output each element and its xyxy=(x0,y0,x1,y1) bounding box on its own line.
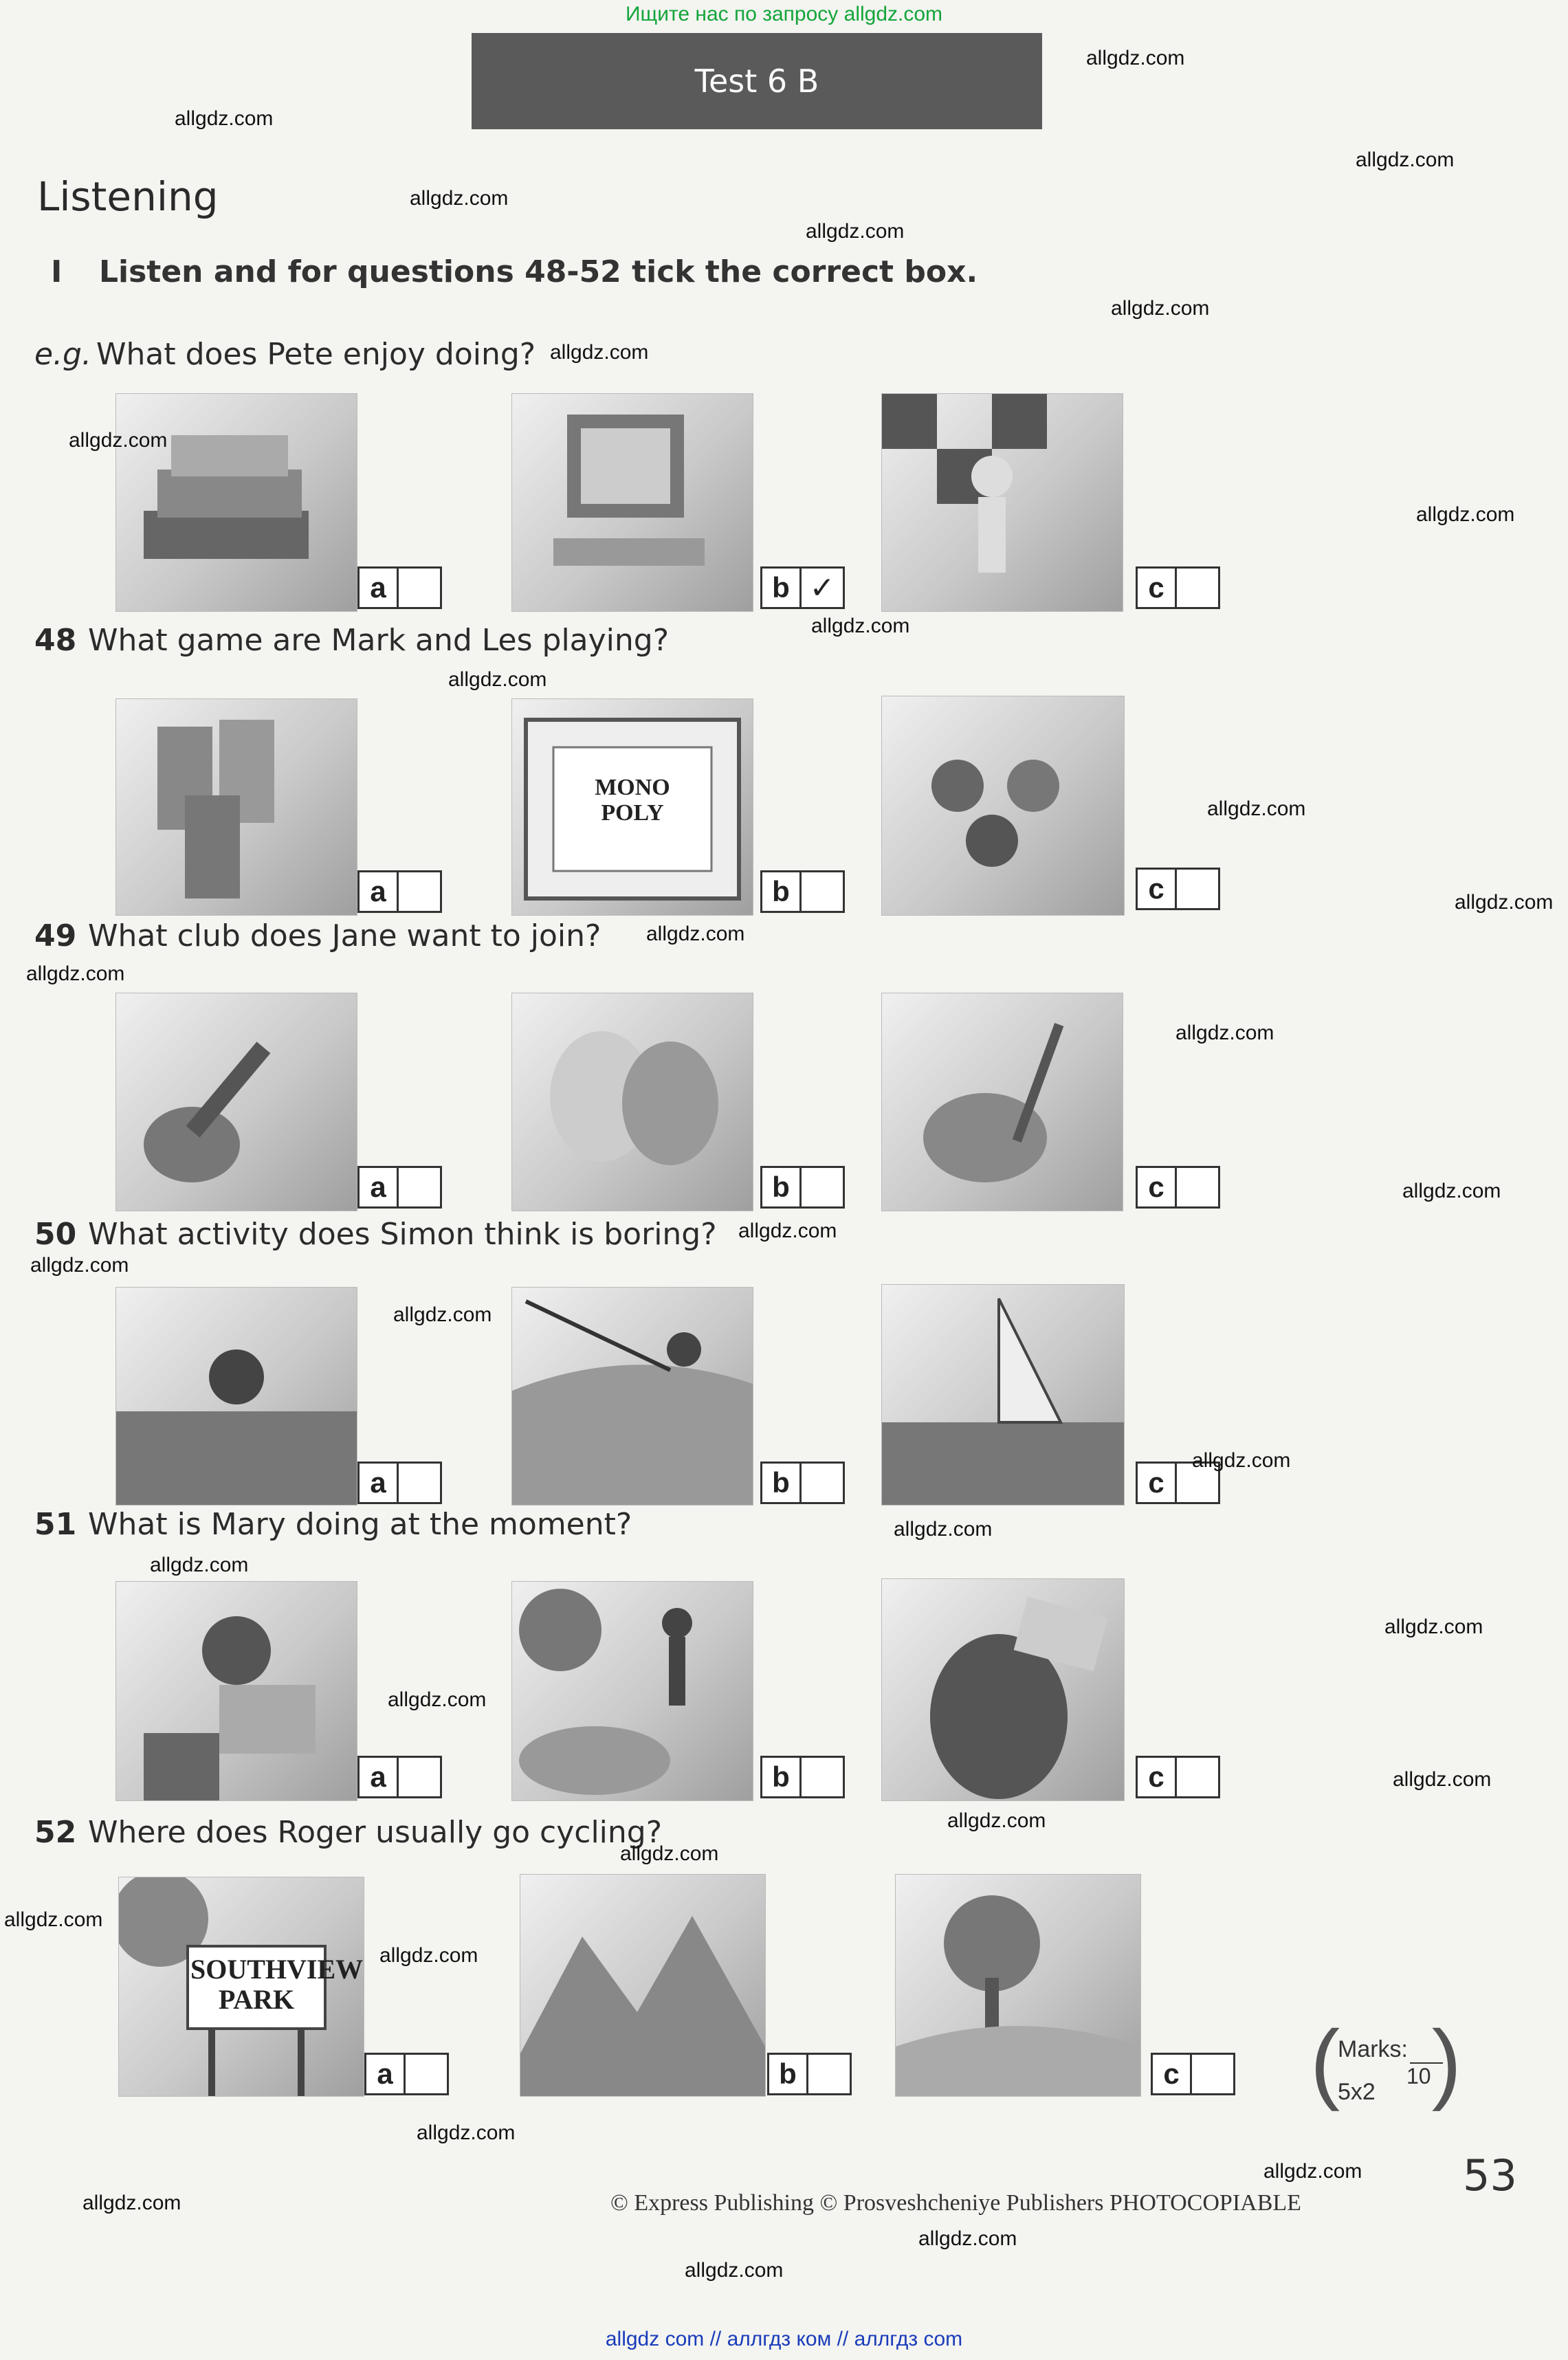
watermark: allgdz.com xyxy=(82,2192,181,2214)
marks-scale: 5x2 xyxy=(1338,2079,1376,2105)
watermark: allgdz.com xyxy=(1207,797,1306,820)
watermark: allgdz.com xyxy=(388,1688,487,1711)
watermark: allgdz.com xyxy=(894,1518,993,1541)
watermark: allgdz.com xyxy=(646,923,745,945)
watermark: allgdz.com xyxy=(550,341,649,364)
bottom-footer-links[interactable]: allgdz com // аллгдз ком // аллгдз com xyxy=(605,2328,963,2350)
answer-box-b[interactable]: b xyxy=(760,1462,845,1504)
watermark: allgdz.com xyxy=(26,962,125,985)
watermark: allgdz.com xyxy=(393,1303,492,1326)
top-banner[interactable]: Ищите нас по запросу allgdz.com xyxy=(625,3,943,25)
answer-box-a[interactable]: a xyxy=(364,2053,449,2095)
question-number: e.g. xyxy=(34,337,91,372)
monopoly-board-icon xyxy=(511,698,753,916)
instruction-roman: I xyxy=(51,254,63,289)
question-text: Where does Roger usually go cycling? xyxy=(88,1815,663,1850)
question-number: 50 xyxy=(34,1217,77,1252)
question-number: 48 xyxy=(34,623,77,658)
windsurfing-icon xyxy=(881,1284,1125,1506)
watermark: allgdz.com xyxy=(685,2259,784,2282)
answer-box-c[interactable]: c xyxy=(1136,868,1220,910)
marks-box: ( Marks: 10 5x2 ) xyxy=(1310,2011,1461,2112)
watermark: allgdz.com xyxy=(1455,891,1554,914)
question-49 xyxy=(34,918,601,953)
question-text: What game are Mark and Les playing? xyxy=(88,623,670,658)
theatre-masks-icon xyxy=(511,993,753,1211)
swimming-icon xyxy=(115,1287,357,1506)
test-header: Test 6 B xyxy=(472,33,1042,129)
watermark: allgdz.com xyxy=(175,107,274,130)
section-title: Listening xyxy=(37,173,219,220)
answer-box-b[interactable]: b xyxy=(760,1166,845,1209)
answer-box-a[interactable]: a xyxy=(357,1756,442,1798)
watermark: allgdz.com xyxy=(947,1809,1046,1832)
monopoly-label: MONO POLY xyxy=(595,775,670,826)
answer-box-a[interactable]: a xyxy=(357,870,442,913)
instruction xyxy=(51,254,978,289)
answer-box-c[interactable]: c xyxy=(1136,566,1220,609)
countryside-icon xyxy=(895,1874,1141,2097)
answer-box-a[interactable]: a xyxy=(357,1166,442,1209)
question-number: 49 xyxy=(34,918,77,953)
question-text: What does Pete enjoy doing? xyxy=(96,337,536,372)
guitar-icon xyxy=(115,993,357,1211)
park-sign-icon xyxy=(118,1877,364,2097)
watermark: allgdz.com xyxy=(417,2121,516,2144)
watermark: allgdz.com xyxy=(410,187,509,210)
question-50 xyxy=(34,1217,717,1252)
fishing-icon xyxy=(511,1287,753,1506)
question-number: 52 xyxy=(34,1815,77,1850)
page-number: 53 xyxy=(1463,2150,1517,2201)
answer-box-a[interactable]: a xyxy=(357,1462,442,1504)
marks-label: Marks: xyxy=(1338,2036,1408,2062)
watermark: allgdz.com xyxy=(1175,1022,1274,1044)
watermark: allgdz.com xyxy=(1111,297,1210,320)
chess-icon xyxy=(881,393,1123,612)
watermark: allgdz.com xyxy=(1192,1449,1291,1472)
watermark: allgdz.com xyxy=(4,1908,103,1931)
question-text: What is Mary doing at the moment? xyxy=(88,1507,632,1542)
computer-icon xyxy=(511,393,753,612)
watermark: allgdz.com xyxy=(30,1254,129,1277)
books-icon xyxy=(115,393,357,612)
watermark: allgdz.com xyxy=(1384,1615,1483,1638)
question-text: What club does Jane want to join? xyxy=(88,918,601,953)
tick-mark: ✓ xyxy=(809,571,835,605)
watermark: allgdz.com xyxy=(1402,1180,1501,1202)
watermark: allgdz.com xyxy=(448,668,547,691)
watermark: allgdz.com xyxy=(806,220,905,243)
watermark: allgdz.com xyxy=(1416,503,1515,526)
answer-box-b[interactable]: b ✓ xyxy=(760,566,845,609)
park-sign-label: SOUTHVIEW PARK xyxy=(190,1954,364,2015)
paint-palette-icon xyxy=(881,993,1123,1211)
watermark: allgdz.com xyxy=(738,1220,837,1242)
watermark: allgdz.com xyxy=(1086,47,1185,69)
answer-box-b[interactable]: b xyxy=(767,2053,852,2095)
writing-icon xyxy=(881,1578,1125,1801)
watermark: allgdz.com xyxy=(69,429,168,452)
dominoes-icon xyxy=(115,698,357,916)
copyright: © Express Publishing © Prosveshcheniye Publishers PHOTOCOPIABLE xyxy=(610,2190,1301,2216)
watermark: allgdz.com xyxy=(918,2227,1017,2250)
answer-box-c[interactable]: c xyxy=(1136,1462,1220,1504)
answer-box-c[interactable]: c xyxy=(1136,1166,1220,1209)
question-48 xyxy=(34,623,669,658)
answer-box-c[interactable]: c xyxy=(1151,2053,1235,2095)
question-text: What activity does Simon think is boring? xyxy=(88,1217,717,1252)
marks-total: 10 xyxy=(1406,2064,1431,2088)
watermark: allgdz.com xyxy=(811,615,910,637)
answer-box-c[interactable]: c xyxy=(1136,1756,1220,1798)
answer-box-b[interactable]: b xyxy=(760,870,845,913)
watermark: allgdz.com xyxy=(620,1842,719,1865)
mountains-icon xyxy=(520,1874,766,2097)
answer-box-a[interactable]: a xyxy=(357,566,442,609)
watermark: allgdz.com xyxy=(379,1944,478,1967)
question-52 xyxy=(34,1815,662,1850)
question-number: 51 xyxy=(34,1507,77,1542)
question-51 xyxy=(34,1507,632,1542)
running-park-icon xyxy=(511,1581,753,1801)
cooking-reading-icon xyxy=(115,1581,357,1801)
watermark: allgdz.com xyxy=(1263,2160,1362,2183)
watermark: allgdz.com xyxy=(1393,1768,1492,1791)
instruction-text: Listen and for questions 48-52 tick the correct box. xyxy=(99,254,978,289)
watermark: allgdz.com xyxy=(1356,148,1455,171)
watermark: allgdz.com xyxy=(150,1554,249,1576)
marbles-icon xyxy=(881,696,1125,916)
question-eg xyxy=(34,337,535,372)
answer-box-b[interactable]: b xyxy=(760,1756,845,1798)
